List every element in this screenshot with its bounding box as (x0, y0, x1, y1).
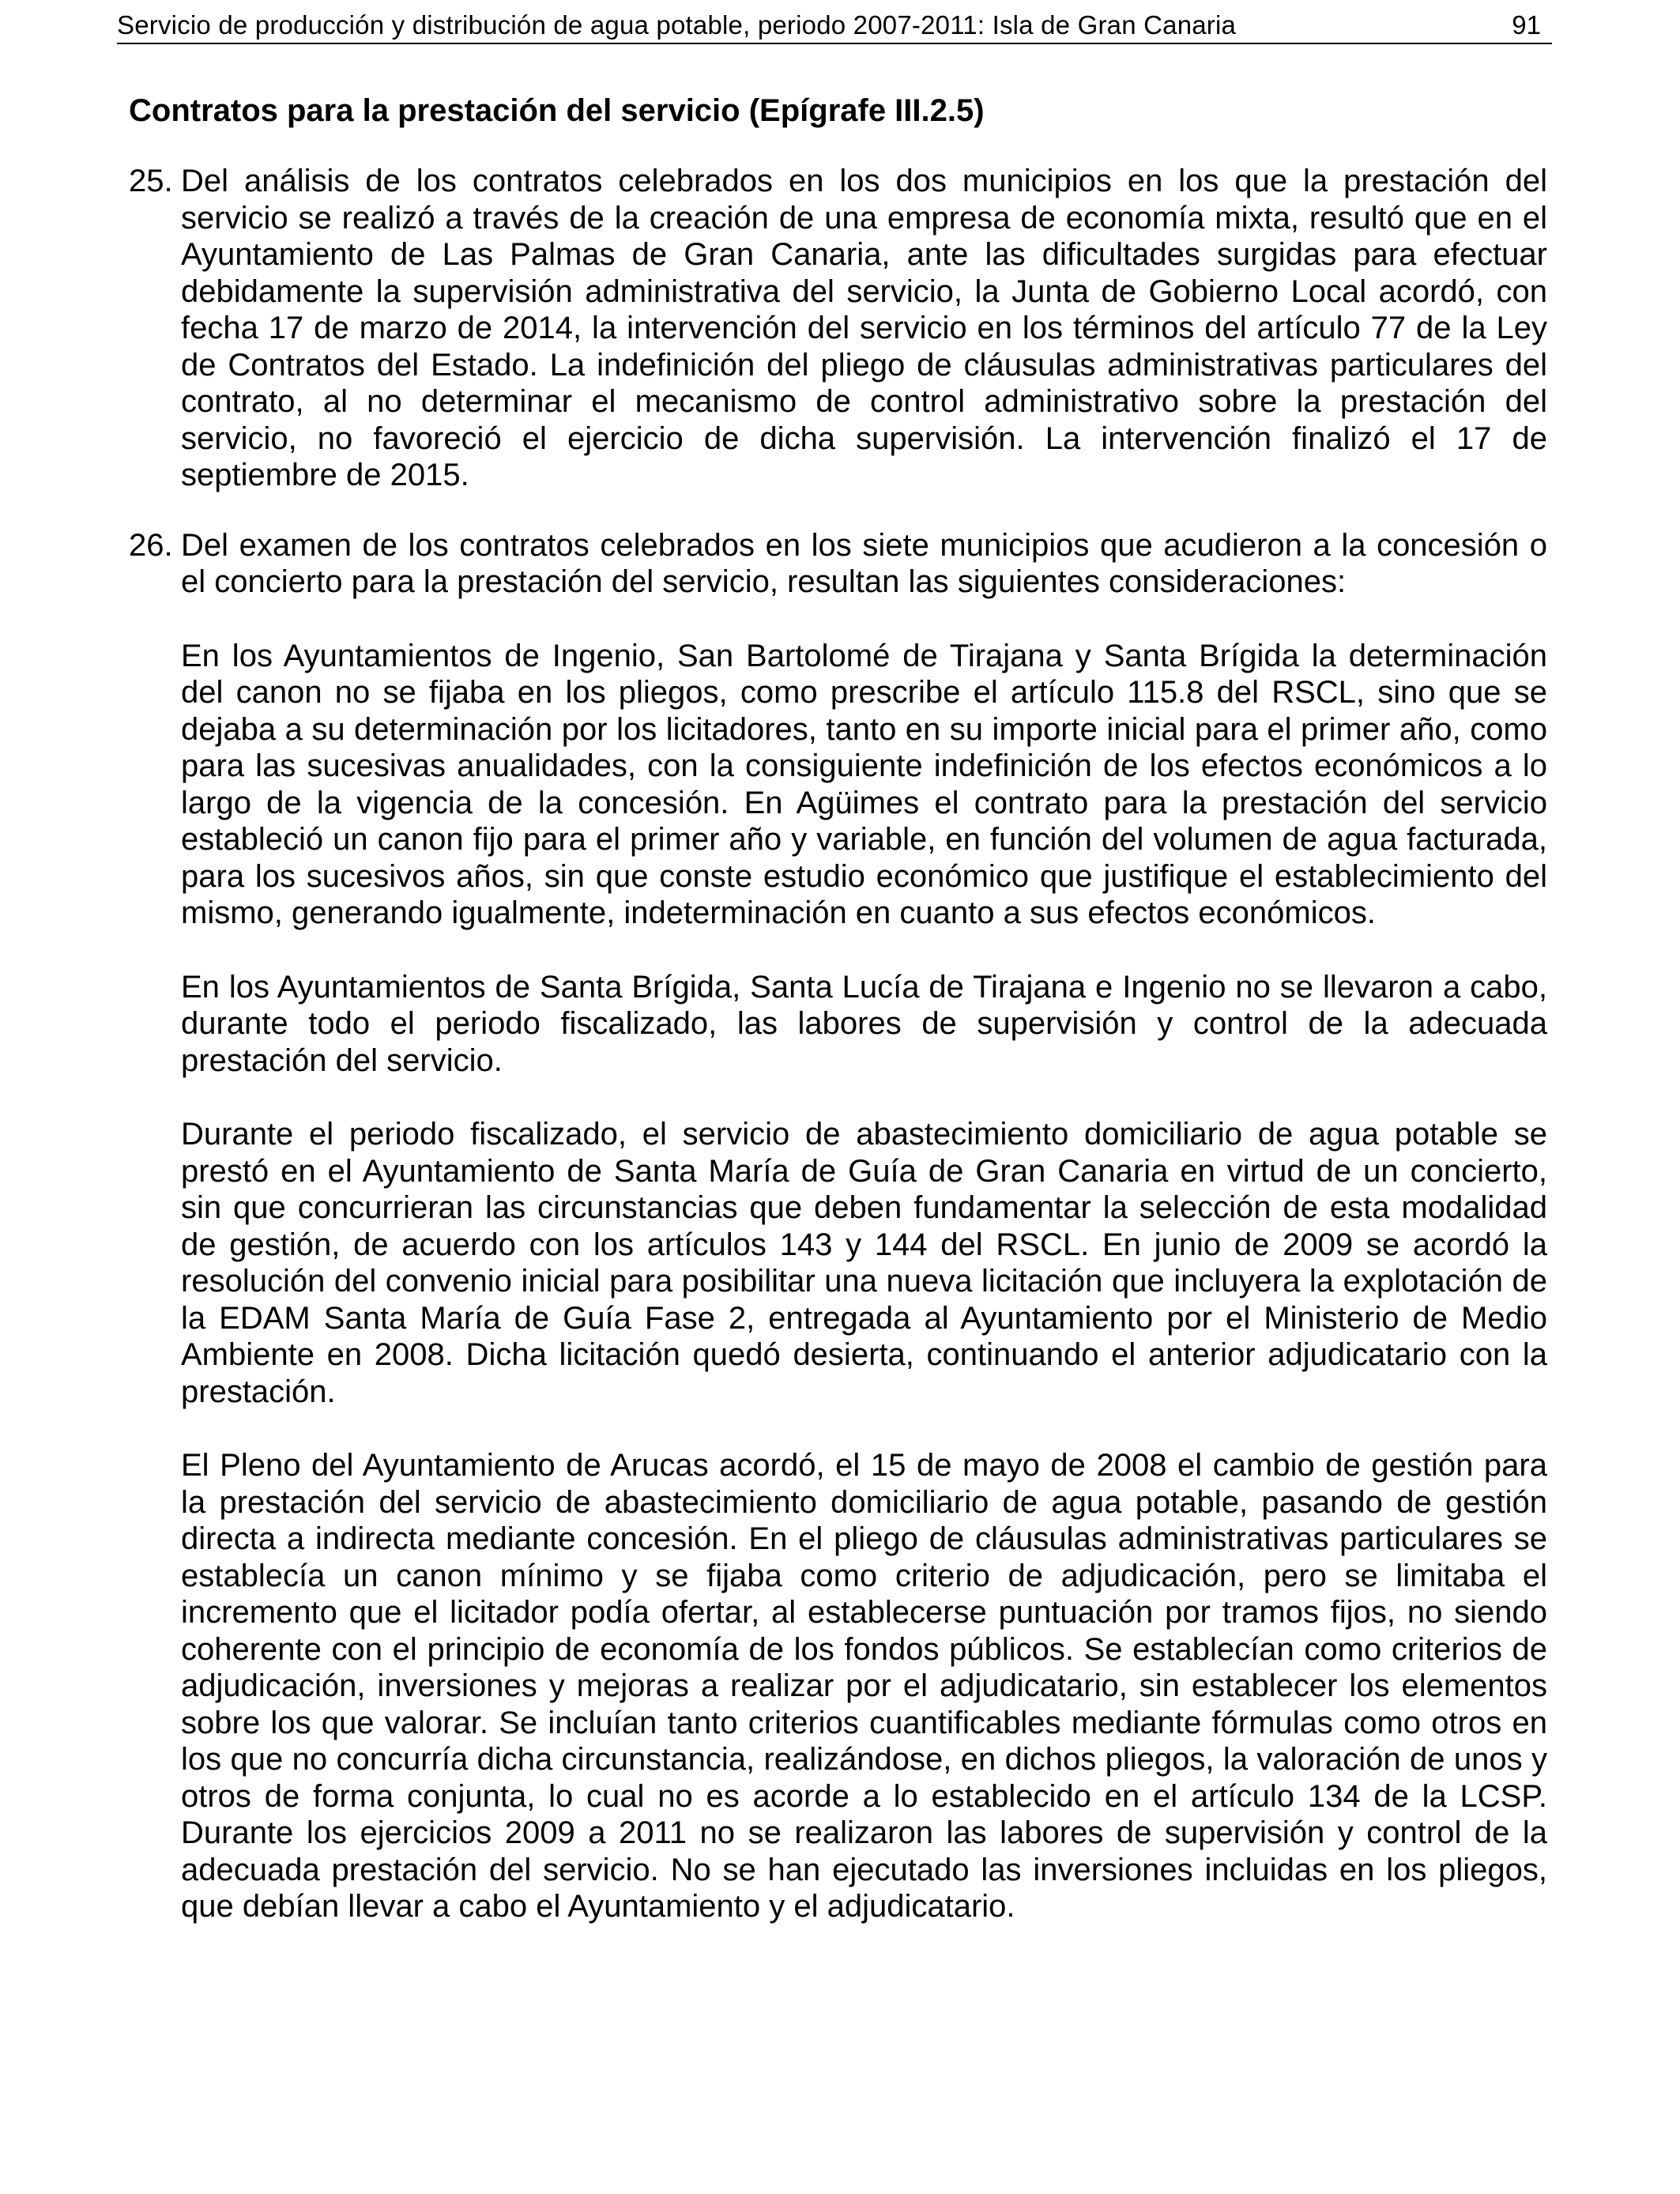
document-body (129, 163, 1547, 1925)
section-heading: Contratos para la prestación del servicio (Epígrafe III.2.5) (129, 93, 985, 128)
subparagraph-supervision: En los Ayuntamientos de Santa Brígida, Santa Lucía de Tirajana e Ingenio no se llevaron a cabo, durante todo el periodo fiscalizado, las labores de supervisión y control de la adecuada prestación del servicio. (181, 969, 1547, 1078)
running-header (117, 8, 1552, 44)
paragraph-text: Del examen de los contratos celebrados en los siete municipios que acudieron a la concesión o el concierto para la prestación del servicio, resultan las siguientes consideraciones: (181, 527, 1547, 599)
page-number: 91 (1512, 10, 1541, 40)
header-title: Servicio de producción y distribución de agua potable, periodo 2007-2011: Isla de Gran Canaria (117, 10, 1237, 40)
subparagraph-canon: En los Ayuntamientos de Ingenio, San Bartolomé de Tirajana y Santa Brígida la determinación del canon no se fijaba en los pliegos, como prescribe el artículo 115.8 del RSCL, sino que se dejaba a su determinación por los licitadores, tanto en su importe inicial para el primer año, como para las sucesivas anualidades, con la consiguiente indefinición de los efectos económicos a lo largo de la vigencia de la concesión. En Agüimes el contrato para la prestación del servicio estableció un canon fijo para el primer año y variable, en función del volumen de agua facturada, para los sucesivos años, sin que conste estudio económico que justifique el establecimiento del mismo, generando igualmente, indeterminación en cuanto a sus efectos económicos. (181, 638, 1547, 930)
paragraph-25 (129, 163, 1547, 494)
paragraph-text: Del análisis de los contratos celebrados en los dos municipios en los que la prestación del servicio se realizó a través de la creación de una empresa de economía mixta, resultó que en el Ayuntamiento de Las Palmas de Gran Canaria, ante las dificultades surgidas para efectuar debidamente la supervisión administrativa del servicio, la Junta de Gobierno Local acordó, con fecha 17 de marzo de 2014, la intervención del servicio en los términos del artículo 77 de la Ley de Contratos del Estado. La indefinición del pliego de cláusulas administrativas particulares del contrato, al no determinar el mecanismo de control administrativo sobre la prestación del servicio, no favoreció el ejercicio de dicha supervisión. La intervención finalizó el 17 de septiembre de 2015. (181, 164, 1547, 492)
paragraph-number: 25. (129, 164, 173, 198)
paragraph-26 (129, 527, 1547, 601)
paragraph-number: 26. (129, 527, 173, 563)
subparagraph-concierto: Durante el periodo fiscalizado, el servicio de abastecimiento domiciliario de agua potable se prestó en el Ayuntamiento de Santa María de Guía de Gran Canaria en virtud de un concierto, sin que concurrieran las circunstancias que deben fundamentar la selección de esta modalidad de gestión, de acuerdo con los artículos 143 y 144 del RSCL. En junio de 2009 se acordó la resolución del convenio inicial para posibilitar una nueva licitación que incluyera la explotación de la EDAM Santa María de Guía Fase 2, entregada al Ayuntamiento por el Ministerio de Medio Ambiente en 2008. Dicha licitación quedó desierta, continuando el anterior adjudicatario con la prestación. (181, 1117, 1547, 1409)
subparagraph-arucas: El Pleno del Ayuntamiento de Arucas acordó, el 15 de mayo de 2008 el cambio de gestión para la prestación del servicio de abastecimiento domiciliario de agua potable, pasando de gestión directa a indirecta mediante concesión. En el pliego de cláusulas administrativas particulares se establecía un canon mínimo y se fijaba como criterio de adjudicación, pero se limitaba el incremento que el licitador podía ofertar, al establecerse puntuación por tramos fijos, no siendo coherente con el principio de economía de los fondos públicos. Se establecían como criterios de adjudicación, inversiones y mejoras a realizar por el adjudicatario, sin establecer los elementos sobre los que valorar. Se incluían tanto criterios cuantificables mediante fórmulas como otros en los que no concurría dicha circunstancia, realizándose, en dichos pliegos, la valoración de unos y otros de forma conjunta, lo cual no es acorde a lo establecido en el artículo 134 de la LCSP. Durante los ejercicios 2009 a 2011 no se realizaron las labores de supervisión y control de la adecuada prestación del servicio. No se han ejecutado las inversiones incluidas en los pliegos, que debían llevar a cabo el Ayuntamiento y el adjudicatario. (181, 1448, 1547, 1924)
